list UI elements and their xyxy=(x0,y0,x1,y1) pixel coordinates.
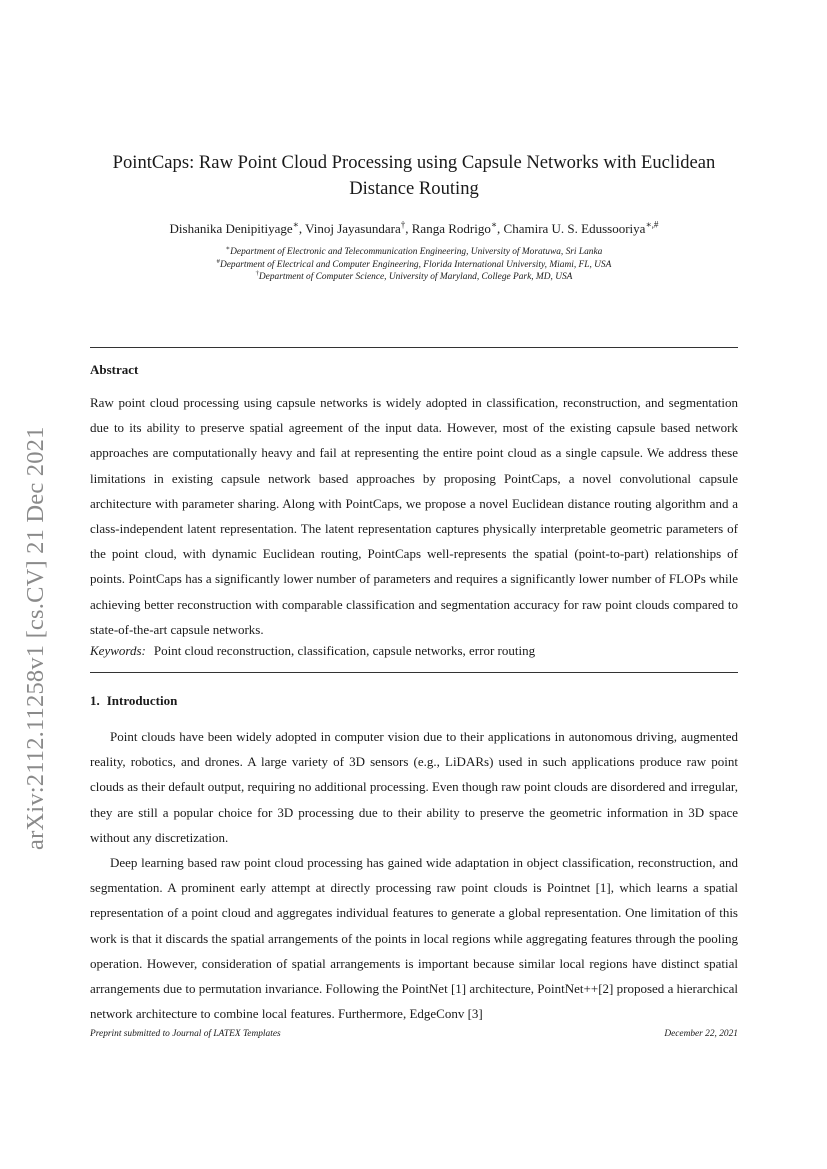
abstract-heading: Abstract xyxy=(90,362,139,377)
arxiv-id: arXiv:2112.11258v1 [cs.CV] 21 Dec 2021 xyxy=(22,426,49,850)
author-name: Dishanika Denipitiyage xyxy=(169,221,293,236)
affiliation xyxy=(90,246,738,259)
keywords-label: Keywords: xyxy=(90,643,146,658)
paragraph: Deep learning based raw point cloud processing has gained wide adaptation in object classification, reconstruction, and segmentation. A prominent early attempt at directly processing raw point clouds is Pointnet [1], which learns a spatial representation of a point cloud and aggregates individual features to generate a global representation. One limitation of this work is that it discards the spatial arrangements of the points in local regions while aggregating features through the pooling operation. However, consideration of spatial arrangements is important because similar local regions have distinct spatial arrangements due to permutation invariance. Following the PointNet [1] architecture, PointNet++[2] proposed a hierarchical network architecture to combine local features. Furthermore, EdgeConv [3] xyxy=(90,855,738,1022)
paper-title: PointCaps: Raw Point Cloud Processing using Capsule Networks with Euclidean Distance Routing xyxy=(112,152,716,199)
author-name: Chamira U. S. Edussooriya xyxy=(503,221,646,236)
affiliation xyxy=(90,259,738,272)
affiliation-mark: # xyxy=(216,257,220,265)
arxiv-stamp xyxy=(22,360,60,850)
affiliation-text: Department of Computer Science, University of Maryland, College Park, MD, USA xyxy=(258,272,573,282)
footer-date: December 22, 2021 xyxy=(664,1029,738,1039)
author-name: Ranga Rodrigo xyxy=(411,221,491,236)
affiliation-text: Department of Electrical and Computer Engineering, Florida International University, Miami, FL, USA xyxy=(219,259,612,270)
abstract-top-rule xyxy=(90,347,738,348)
author-list: Dishanika Denipitiyage∗, Vinoj Jayasundara†, Ranga Rodrigo∗, Chamira U. S. Edussooriya∗,# xyxy=(169,219,659,236)
author-mark: ∗ xyxy=(292,219,299,230)
affiliation-mark: ∗ xyxy=(225,244,231,252)
paragraph: Point clouds have been widely adopted in computer vision due to their applications in autonomous driving, augmented reality, robotics, and drones. A large variety of 3D sensors (e.g., LiDARs) used in such applications produce raw point clouds as their default output, requiring no additional processing. Even though raw point clouds are disordered and irregular, they are still a popular choice for 3D processing due to their ability to preserve the geometric information in 3D space without any discretization. xyxy=(90,729,738,845)
author-mark: ∗,# xyxy=(645,219,659,230)
keywords xyxy=(90,641,738,661)
section-number: 1. xyxy=(90,693,100,708)
abstract-bottom-rule xyxy=(90,672,738,673)
author-mark: † xyxy=(400,219,406,230)
section-heading xyxy=(90,693,177,709)
affiliation-mark: † xyxy=(255,269,259,277)
abstract-text: Raw point cloud processing using capsule networks is widely adopted in classification, reconstruction, and segmentation due to its ability to preserve spatial agreement of the input data. However, most of the existing capsule based network approaches are computationally heavy and fail at representing the entire point cloud as a single capsule. We address these limitations in existing capsule network based approaches by proposing PointCaps, a novel convolutional capsule architecture with parameter sharing. Along with PointCaps, we propose a novel Euclidean distance routing algorithm and a class-independent latent representation. The latent representation captures physically interpretable geometric parameters of the point cloud, with dynamic Euclidean routing, PointCaps well-represents the spatial (point-to-part) relationships of points. PointCaps has a significantly lower number of parameters and requires a significantly lower number of FLOPs while achieving better reconstruction with comparable classification and segmentation accuracy for raw point clouds compared to state-of-the-art capsule networks. xyxy=(90,395,738,637)
affiliation xyxy=(90,271,738,284)
author-name: Vinoj Jayasundara xyxy=(305,221,401,236)
affiliation-list xyxy=(90,246,738,284)
introduction-body xyxy=(90,724,738,1026)
author-mark: ∗ xyxy=(490,219,498,230)
footer-preprint-note: Preprint submitted to Journal of LATEX Templates xyxy=(90,1029,281,1039)
keywords-text: Point cloud reconstruction, classification, capsule networks, error routing xyxy=(153,643,536,658)
section-title: Introduction xyxy=(106,693,178,708)
affiliation-text: Department of Electronic and Telecommunication Engineering, University of Moratuwa, Sri Lanka xyxy=(230,247,603,257)
